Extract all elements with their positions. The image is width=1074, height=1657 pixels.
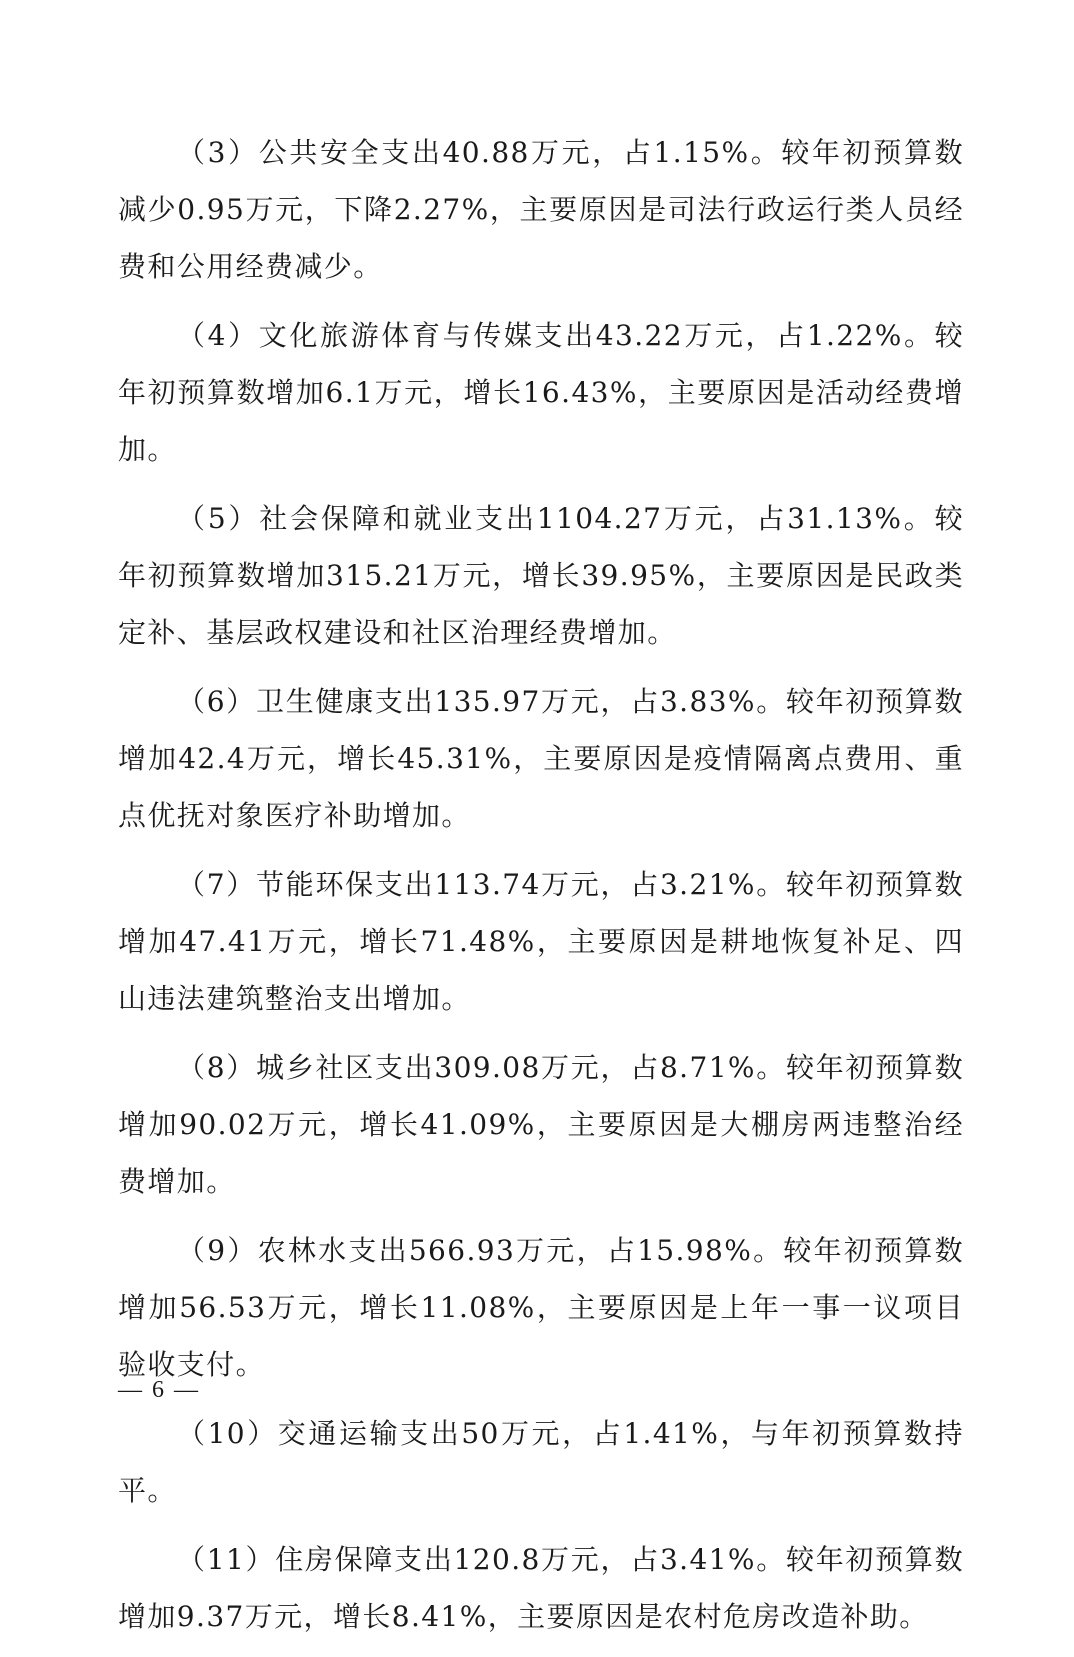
paragraph-urban-rural: （8）城乡社区支出309.08万元，占8.71%。较年初预算数增加90.02万元，增长41.09%，主要原因是大棚房两违整治经费增加。 [118,1051,964,1198]
paragraph-agriculture: （9）农林水支出566.93万元，占15.98%。较年初预算数增加56.53万元，增长11.08%，主要原因是上年一事一议项目验收支付。 [118,1234,964,1381]
paragraph-social-security: （5）社会保障和就业支出1104.27万元，占31.13%。较年初预算数增加315.21万元，增长39.95%，主要原因是民政类定补、基层政权建设和社区治理经费增加。 [118,502,964,649]
paragraph-culture-tourism: （4）文化旅游体育与传媒支出43.22万元，占1.22%。较年初预算数增加6.1万元，增长16.43%，主要原因是活动经费增加。 [118,319,964,466]
paragraph-housing: （11）住房保障支出120.8万元，占3.41%。较年初预算数增加9.37万元，增长8.41%，主要原因是农村危房改造补助。 [118,1543,964,1633]
page-number: — 6 — [118,1377,200,1403]
paragraph-transport: （10）交通运输支出50万元，占1.41%，与年初预算数持平。 [118,1417,964,1507]
paragraph-energy-environment: （7）节能环保支出113.74万元，占3.21%。较年初预算数增加47.41万元，增长71.48%，主要原因是耕地恢复补足、四山违法建筑整治支出增加。 [118,868,964,1015]
paragraph-health: （6）卫生健康支出135.97万元，占3.83%。较年初预算数增加42.4万元，增长45.31%，主要原因是疫情隔离点费用、重点优抚对象医疗补助增加。 [118,685,964,832]
body-text [118,124,964,1657]
paragraph-public-security: （3）公共安全支出40.88万元，占1.15%。较年初预算数减少0.95万元，下降2.27%，主要原因是司法行政运行类人员经费和公用经费减少。 [118,136,964,283]
